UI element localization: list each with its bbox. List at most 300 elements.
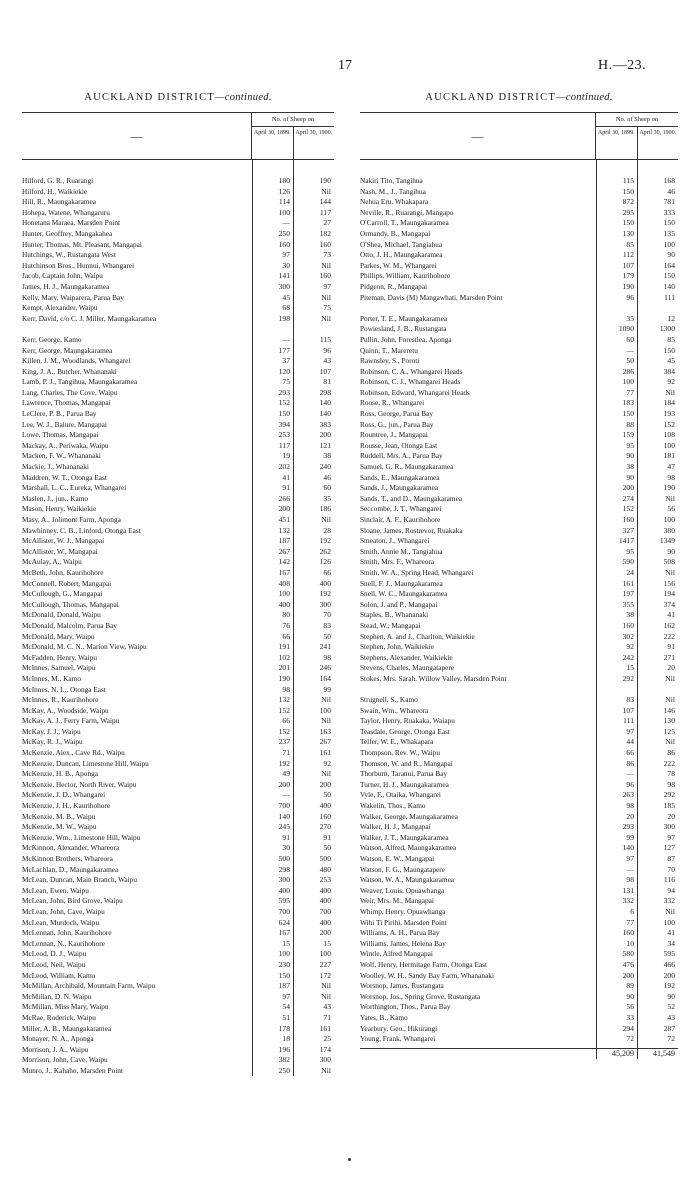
table-row [360,653,678,664]
owner-name: Lamb, P. J., Tangihua, Maungakaramea [22,377,138,387]
owner-name: McLennan, N., Kaurihohore [22,938,105,948]
sheep-1900: 292 [663,790,675,800]
table-row [22,642,334,653]
table-row [360,398,678,409]
table-row [360,992,678,1003]
sheep-1899: 91 [282,483,290,493]
table-row [22,547,334,558]
totals-label [360,1049,597,1060]
table-row [22,1024,334,1035]
owner-name: Marshall, L. C., Eureka, Whangarei [22,483,127,493]
owner-name: Ross, George, Parua Bay [360,409,434,419]
owner-name: McLachlan, D., Maungakaramea [22,864,119,874]
page-reference: H.—23. [598,58,647,73]
sheep-1900: 43 [323,356,331,366]
sheep-1899: 90 [626,472,634,482]
sheep-1899: 298 [278,864,290,874]
sheep-group-header: No. of Sheep on [252,113,334,127]
table-row [360,324,678,335]
table-row [360,737,678,748]
sheep-1900: 125 [663,726,675,736]
table-row [360,727,678,738]
sheep-1900: 41 [667,610,675,620]
owner-name: Miller, A. B., Maungakaramea [22,1023,112,1033]
table-row [22,504,334,515]
table-row [360,409,678,420]
owner-name: Snell, F. J., Maungakaramea [360,578,443,588]
table-row [360,515,678,526]
sheep-1900: 700 [319,906,331,916]
owner-name: Stevens, Charles, Maungatapere [360,663,455,673]
table-row [22,1066,334,1077]
sheep-1899: 112 [622,250,634,260]
sheep-1900: 126 [319,557,331,567]
table-row [360,261,678,272]
sheep-1899: 293 [278,387,290,397]
owner-name: Hill, R., Maungakaramea [22,197,96,207]
sheep-1899: 1090 [618,324,634,334]
owner-name: Maddren, W. T., Otonga East [22,472,107,482]
sheep-1900: 111 [664,292,675,302]
sheep-1900: 190 [663,483,675,493]
table-row [360,759,678,770]
table-row [360,218,678,229]
col-1899-header: April 30, 1899. [597,130,635,136]
sheep-1900: 75 [323,303,331,313]
owner-name: Worsnop, Jos., Spring Grove, Rustangata [360,991,481,1001]
owner-name: Kerr, David, c/o C. J. Miller, Maungakaramea [22,313,157,323]
owner-name: Hilford, G. R., Ruarangi [22,176,94,185]
table-header [22,112,334,160]
owner-name: Robinson, C. A., Whangarei Heads [360,366,463,376]
sheep-1900: Nil [665,673,675,683]
sheep-1900: 160 [319,271,331,281]
table-row [22,918,334,929]
sheep-1900: 43 [667,1012,675,1022]
owner-name: Robinson, C. J., Whangarei Heads [360,377,461,387]
table-row [360,971,678,982]
owner-name: Wihi Ti Pirihi, Marsden Point [360,917,447,927]
owner-name: Ruddell, Mrs. A., Parua Bay [360,451,443,461]
table-row [360,346,678,357]
sheep-1900: 52 [667,1002,675,1012]
sheep-1899: 88 [626,419,634,429]
sheep-1900: 135 [663,228,675,238]
owner-name: McMillan, Archibald, Mountain Farm, Waipu [22,981,156,991]
sheep-1899: 77 [626,917,634,927]
table-row [22,589,334,600]
sheep-1900: 466 [663,959,675,969]
sheep-1900: 92 [667,377,675,387]
sheep-1900: 98 [667,779,675,789]
sheep-1900: 595 [663,949,675,959]
owner-name: Maslen, J., jun., Kamo [22,493,89,503]
sheep-1899: 198 [278,313,290,323]
sheep-1899: 500 [278,854,290,863]
owner-name: Robinson, Edward, Whangarei Heads [360,387,470,397]
sheep-1900: Nil [665,567,675,577]
sheep-1900: 45 [667,356,675,366]
owner-name: McLeod, Neil, Waipu [22,959,86,969]
sheep-1899: 624 [278,917,290,927]
owner-name: Samuel, G. R., Maungakaramea [360,462,454,472]
table-row [360,430,678,441]
sheep-1899: 200 [622,483,634,493]
sheep-1899: 192 [278,758,290,768]
owner-name: Jacob, Captain John, Waipu [22,271,103,281]
table-row [360,250,678,261]
sheep-1900: 86 [667,748,675,758]
sheep-1900: 70 [323,610,331,620]
owner-name: Phillips, William, Kaurihohore [360,271,450,281]
sheep-1899: 115 [622,176,634,185]
owner-name: Williams, James, Helena Bay [360,938,446,948]
table-row [22,579,334,590]
owner-name: McConnell, Robert, Mangapai [22,578,112,588]
owner-name: Thorburn, Taranui, Parua Bay [360,769,448,779]
table-row [22,822,334,833]
sheep-1899: 98 [626,801,634,811]
owner-name: Smeaton, J., Whangarei [360,536,430,546]
sheep-1899: — [282,790,290,800]
table-row [360,674,678,695]
table-row [22,907,334,918]
sheep-1900: 383 [319,419,331,429]
owner-name: McKay, A., Woodside, Waipu [22,705,109,715]
sheep-1900: 186 [319,504,331,514]
sheep-1900: 200 [319,928,331,938]
sheep-1900: 168 [663,176,675,185]
sheep-1900: 108 [663,430,675,440]
owner-name: McFadden, Henry, Waipu [22,652,97,662]
table-row [22,621,334,632]
sheep-1900: 91 [667,642,675,652]
sheep-1900: 384 [663,366,675,376]
sheep-1899: 400 [278,599,290,609]
sheep-1900: 160 [319,239,331,249]
sheep-1899: 179 [622,271,634,281]
table-row [22,451,334,462]
table-row [22,197,334,208]
sheep-1900: 480 [319,864,331,874]
owner-name: Mackay, A., Periwaka, Waipu [22,440,109,450]
owner-name: McKenzie, Hector, North River, Waipu [22,779,137,789]
sheep-1900: 100 [663,515,675,524]
owner-name: Kelly, Mary, Waiparera, Parua Bay [22,292,124,302]
sheep-1899: 400 [278,885,290,895]
sheep-1899: 30 [282,843,290,853]
owner-name: Stephen, A. and J., Charlton, Waikiekie [360,631,475,641]
owner-name: Pidgeon, R., Mangapai [360,281,428,291]
owner-name: Nash, M., J., Tangihua [360,186,426,196]
sheep-1899: 327 [622,525,634,535]
owner-name: Yearbury, Geo., Hikurangi [360,1023,438,1033]
sheep-1899: — [282,334,290,344]
page-mark [348,1158,351,1161]
table-row [360,621,678,632]
sheep-1900: 146 [663,705,675,715]
owner-name: Nehua Eru, Whakapara [360,197,429,207]
table-row [360,706,678,717]
sheep-1899: 167 [278,567,290,577]
owner-name: Hunter, Geoffrey, Mangakahea [22,228,113,238]
owner-name: McKay, J. J., Waipu [22,726,81,736]
sheep-1899: 132 [278,525,290,535]
sheep-1899: 200 [278,779,290,789]
table-row [360,896,678,907]
sheep-1900: 81 [323,377,331,387]
table-row [22,600,334,611]
sheep-1899: 75 [282,377,290,387]
table-row [22,335,334,346]
owner-name: McDonald, Malcolm, Parua Bay [22,620,118,630]
owner-name: McAllister, W. J., Mangapai [22,536,105,546]
sheep-1899: 77 [626,387,634,397]
table-row [360,494,678,505]
table-row [22,695,334,706]
sheep-1899: 159 [622,430,634,440]
table-row [22,992,334,1003]
table-row [22,1045,334,1056]
owner-name: Watson, W. A., Maungakaramea [360,875,455,885]
owner-name: Whimp, Henry, Opuawhanga [360,906,446,916]
table-row [360,1002,678,1013]
sheep-1899: 120 [278,366,290,376]
owner-name: Weaver, Louis, Opuawhanga [360,885,445,895]
sheep-1900: 43 [323,1002,331,1012]
sheep-1899: 152 [622,504,634,514]
sheep-1900: 56 [667,504,675,514]
sheep-1899: — [282,218,290,228]
table-row [360,812,678,823]
table-row [360,229,678,240]
owner-name: McCullough, Thomas, Mangapai [22,599,119,609]
sheep-1900: 287 [663,1023,675,1033]
sheep-1900: 35 [323,493,331,503]
sheep-1900: 92 [323,758,331,768]
sheep-1900: Nil [665,737,675,747]
total-1900: 41,549 [653,1048,675,1058]
sheep-group-header: No. of Sheep on [596,113,678,127]
table-row [22,303,334,314]
sheep-1899: 1417 [618,536,634,546]
owner-name: McKenzie, Alex., Cave Rd., Waipu [22,748,125,758]
table-row [22,843,334,854]
sheep-1899: 178 [278,1023,290,1033]
sheep-1899: 95 [626,440,634,450]
table-row [22,790,334,801]
sheep-1899: 80 [282,610,290,620]
sheep-1899: 187 [278,536,290,546]
sheep-1900: 164 [663,260,675,270]
table-row [360,568,678,579]
sheep-1900: 99 [323,684,331,694]
owner-name: Rountree, J., Mangapai [360,430,428,440]
sheep-1899: 180 [278,176,290,185]
table-row [22,1034,334,1045]
table-row [22,356,334,367]
sheep-1899: 132 [278,695,290,705]
sheep-1900: 240 [319,462,331,472]
owner-name: Lee, W. J., Balure, Mangapai [22,419,107,429]
table-row [360,208,678,219]
table-row [360,579,678,590]
table-row [360,367,678,378]
owner-name: Swain, Wm., Whareora [360,705,429,715]
sheep-1900: 94 [667,885,675,895]
owner-name: Turner, H. J., Maungakaramea [360,779,449,789]
sheep-1900: 267 [319,737,331,747]
sheep-1900: 222 [663,631,675,641]
sheep-1899: 580 [622,949,634,959]
owner-name: McKinnon, Alexander, Whareora [22,843,120,853]
table-row [22,240,334,251]
sheep-1899: 126 [278,186,290,196]
sheep-1899: 274 [622,493,634,503]
sheep-1899: 41 [282,472,290,482]
owner-name: Masy, A., Jolimont Farm, Aponga [22,515,121,524]
table-row [360,462,678,473]
table-row [360,790,678,801]
sheep-1900: 400 [319,896,331,906]
owner-name: Stephen, John, Waikiekie [360,642,434,652]
sheep-1899: 83 [626,695,634,705]
sheep-1900: 78 [667,769,675,779]
table-row [22,812,334,823]
table-row [360,822,678,833]
sheep-1899: 66 [282,631,290,641]
sheep-1899: 408 [278,578,290,588]
table-row [22,801,334,812]
sheep-1899: 294 [622,1023,634,1033]
table-row [22,208,334,219]
table-row [360,377,678,388]
table-row [360,748,678,759]
sheep-1900: 200 [319,430,331,440]
owner-name: Walker, George, Maungakaramea [360,811,458,821]
sheep-1900: 98 [667,472,675,482]
sheep-1900: 400 [319,917,331,927]
sheep-1900: Nil [321,981,331,991]
owner-name: Lang, Charles, The Cove, Waipu [22,387,118,397]
sheep-1900: 46 [667,186,675,196]
owner-name: Watson, E. W., Mangapai [360,854,435,863]
sheep-1900: 333 [663,207,675,217]
table-row [360,632,678,643]
owner-name: King, J. A., Butcher, Whananaki [22,366,117,376]
sheep-1900: 25 [323,1034,331,1044]
sheep-1899: 76 [282,620,290,630]
sheep-1899: 152 [278,726,290,736]
owner-name: McKay, A. J., Ferry Farm, Waipu [22,716,120,726]
owner-name: Strugnell, S., Kamo [360,695,418,705]
district-heading: AUCKLAND DISTRICT—continued. [425,92,613,103]
owner-name: Powiesland, J. B., Rustangata [360,324,447,334]
owner-name: Sands, J., Maungakaramea [360,483,439,493]
owner-name: Yates, B., Kamo [360,1012,408,1022]
owner-name: Wolf, Henry, Hermitage Farm, Otonga East [360,959,488,969]
owner-name: Macken, F. W., Whananaki [22,451,101,461]
table-row [360,293,678,314]
table-row [360,240,678,251]
sheep-1899: 95 [626,546,634,556]
table-row [22,293,334,304]
table-row [22,346,334,357]
sheep-1900: 66 [323,567,331,577]
table-row [360,843,678,854]
sheep-1900: 140 [319,409,331,419]
owner-name: O'Shea, Michael, Tangiahua [360,239,443,249]
sheep-1900: 20 [667,811,675,821]
sheep-1899: 187 [278,981,290,991]
owner-name: Nakiri Tito, Tangihua [360,176,423,185]
sheep-1899: 161 [622,578,634,588]
owner-name: LeClere, P. B., Parua Bay [22,409,97,419]
sheep-1900: 181 [663,451,675,461]
sheep-1899: 6 [630,906,634,916]
sheep-1900: 160 [319,811,331,821]
sheep-1900: 50 [323,843,331,853]
sheep-1899: 295 [622,207,634,217]
table-row [22,462,334,473]
owner-name: Thomson, W. and R., Mangapai [360,758,453,768]
table-row [360,801,678,812]
sheep-1900: 140 [663,281,675,291]
owner-name: Weir, Mrs. M., Mangapai [360,896,434,906]
table-row [22,1013,334,1024]
sheep-1900: 100 [663,239,675,249]
sheep-1900: 115 [319,334,331,344]
sheep-1899: 97 [626,726,634,736]
table-row [360,875,678,886]
table-row [360,939,678,950]
sheep-1900: 85 [667,334,675,344]
sheep-1900: 262 [319,546,331,556]
sheep-1900: 38 [323,451,331,461]
sheep-1900: 156 [663,578,675,588]
table-row [22,865,334,876]
table-row [22,271,334,282]
sheep-1899: 49 [282,769,290,779]
table-row [22,949,334,960]
sheep-1900: 253 [319,875,331,885]
sheep-1900: 1349 [659,536,675,546]
owner-name: McLean, Ewen, Waipu [22,885,89,895]
sheep-1900: 500 [319,854,331,863]
table-row [360,716,678,727]
sheep-1899: 44 [626,737,634,747]
sheep-1899: 100 [278,949,290,959]
owner-name: Vyle, F., Otaika, Whangarei [360,790,441,800]
table-row [22,653,334,664]
table-row [22,483,334,494]
owner-name: Stephens, Alexander, Waikiekie [360,652,453,662]
table-row [360,600,678,611]
owner-name: Watson, Alfred, Maungakaramea [360,843,457,853]
owner-name: Wintle, Alfred Mangapai [360,949,433,959]
sheep-1900: Nil [321,991,331,1001]
sheep-1900: 116 [663,875,675,885]
right-column [360,92,678,1059]
owner-name: McAulay, A., Waipu [22,557,82,567]
sheep-1900: 46 [323,472,331,482]
sheep-1899: 85 [626,239,634,249]
sheep-1899: 332 [622,896,634,906]
owner-name: McInnes, N. L., Otonga East [22,684,106,694]
owner-name: Wakelin, Thos., Kamo [360,801,426,811]
sheep-1899: 15 [282,938,290,948]
sheep-1899: 177 [278,345,290,355]
